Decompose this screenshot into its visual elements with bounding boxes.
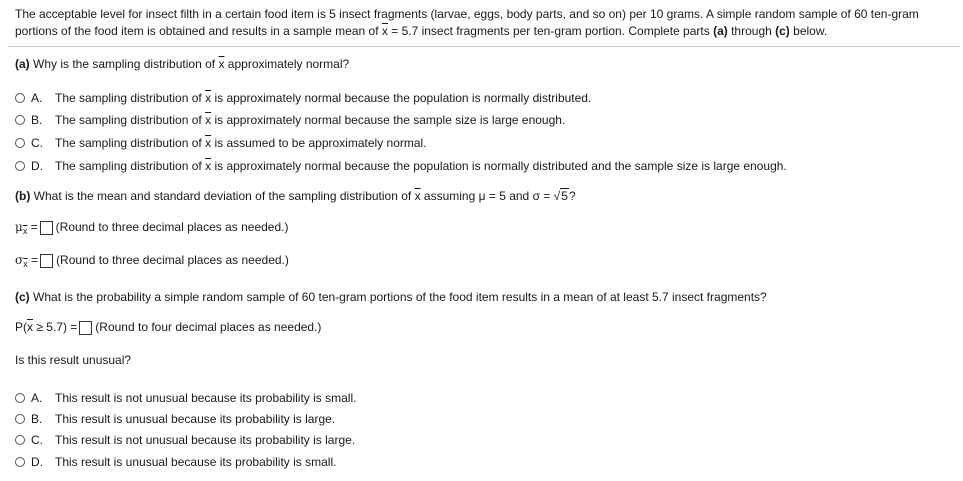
prob-suffix: ≥ 5.7) =: [36, 320, 78, 334]
x-bar-symbol: $\overline{x}$: [205, 113, 212, 127]
part-c-option-b[interactable]: [15, 410, 335, 428]
sd-input[interactable]: [40, 254, 53, 268]
option-text-end: is assumed to be approximately normal.: [214, 136, 427, 150]
mu-symbol: μ: [15, 220, 23, 234]
mean-input[interactable]: [40, 221, 53, 235]
radio-button[interactable]: [15, 138, 25, 148]
part-a-question: [15, 57, 349, 71]
probability-answer-row: [15, 320, 321, 335]
subscript-x-bar: x: [23, 259, 28, 269]
unusual-question: Is this result unusual?: [15, 353, 132, 367]
sigma-symbol: σ: [15, 253, 24, 267]
radio-button[interactable]: [15, 414, 25, 424]
prob-prefix: P(: [15, 320, 27, 334]
radio-button[interactable]: [15, 115, 25, 125]
x-bar-symbol: $\overline{x}$: [381, 24, 388, 38]
part-a-option-d[interactable]: [15, 157, 787, 175]
sqrt-expression: √5: [553, 189, 568, 203]
radio-button[interactable]: [15, 393, 25, 403]
part-a-option-b[interactable]: [15, 111, 565, 129]
divider: [8, 46, 960, 47]
option-text: The sampling distribution of: [55, 91, 202, 105]
option-text-end: is approximately normal because the population is normally distributed and the sample size is large enough.: [214, 159, 787, 173]
intro-through: through: [731, 24, 772, 38]
option-letter: A.: [31, 91, 43, 105]
part-c-option-c[interactable]: [15, 431, 355, 449]
option-letter: C.: [31, 433, 43, 447]
part-c-option-a[interactable]: [15, 389, 356, 407]
part-b-question-text: What is the mean and standard deviation of the sampling distribution of: [33, 189, 412, 203]
option-text-end: is approximately normal because the sample size is large enough.: [214, 113, 566, 127]
option-text: The sampling distribution of: [55, 136, 202, 150]
option-text: This result is not unusual because its probability is small.: [55, 391, 357, 405]
option-letter: C.: [31, 136, 43, 150]
option-letter: A.: [31, 391, 43, 405]
option-letter: D.: [31, 159, 43, 173]
sd-hint: (Round to three decimal places as needed.): [56, 253, 289, 267]
intro-text-1: The acceptable level for insect filth in a certain food item is 5 insect fragments (larvae, eggs, body parts, and so on) per 10 grams. A simple random sample of 60 ten-gram portions of the food item is obtained and results in a sample mean of: [15, 7, 919, 38]
part-b-question-end: ?: [568, 189, 576, 203]
part-c-question: [15, 290, 767, 304]
equals-sign: =: [31, 253, 39, 267]
option-text: The sampling distribution of: [55, 113, 202, 127]
radio-button[interactable]: [15, 93, 25, 103]
mean-answer-row: [15, 220, 288, 235]
part-a-option-a[interactable]: [15, 89, 591, 107]
radio-button[interactable]: [15, 161, 25, 171]
part-c-label: (c): [15, 290, 30, 304]
part-a-ref: (a): [713, 24, 728, 38]
part-c-question-text: What is the probability a simple random sample of 60 ten-gram portions of the food item results in a mean of at least 5.7 insect fragments?: [33, 290, 767, 304]
part-c-ref: (c): [775, 24, 790, 38]
probability-input[interactable]: [79, 321, 92, 335]
part-b-label: (b): [15, 189, 31, 203]
part-a-question-text: Why is the sampling distribution of: [33, 57, 216, 71]
x-bar-symbol: $\overline{x}$: [205, 91, 212, 105]
intro-text-2: = 5.7 insect fragments per ten-gram portion. Complete parts: [391, 24, 710, 38]
sqrt-radicand: 5: [561, 189, 568, 203]
equals-sign: =: [30, 220, 38, 234]
probability-hint: (Round to four decimal places as needed.): [95, 320, 322, 334]
option-text-end: is approximately normal because the population is normally distributed.: [214, 91, 592, 105]
part-a-option-c[interactable]: [15, 134, 427, 152]
sd-answer-row: [15, 253, 289, 268]
intro-below: below.: [793, 24, 828, 38]
part-a-question-text-end: approximately normal?: [227, 57, 350, 71]
part-b-question-mid: assuming μ = 5 and σ =: [423, 189, 551, 203]
mean-hint: (Round to three decimal places as needed.): [55, 220, 289, 234]
option-text: This result is unusual because its probability is small.: [55, 455, 337, 469]
x-bar-symbol: $\overline{x}$: [205, 136, 212, 150]
option-text: This result is unusual because its probability is large.: [55, 412, 336, 426]
option-letter: D.: [31, 455, 43, 469]
part-a-label: (a): [15, 57, 30, 71]
x-bar-symbol: $\overline{x}$: [27, 320, 33, 334]
option-letter: B.: [31, 113, 43, 127]
subscript-x-bar: x: [22, 226, 28, 236]
x-bar-symbol: $\overline{x}$: [414, 189, 421, 203]
radio-button[interactable]: [15, 457, 25, 467]
problem-statement: [15, 6, 950, 40]
x-bar-symbol: $\overline{x}$: [205, 159, 212, 173]
part-b-question: [15, 189, 576, 203]
part-c-option-d[interactable]: [15, 453, 336, 471]
radio-button[interactable]: [15, 435, 25, 445]
option-text: The sampling distribution of: [55, 159, 202, 173]
option-letter: B.: [31, 412, 43, 426]
option-text: This result is not unusual because its probability is large.: [55, 433, 356, 447]
x-bar-symbol: $\overline{x}$: [218, 57, 225, 71]
